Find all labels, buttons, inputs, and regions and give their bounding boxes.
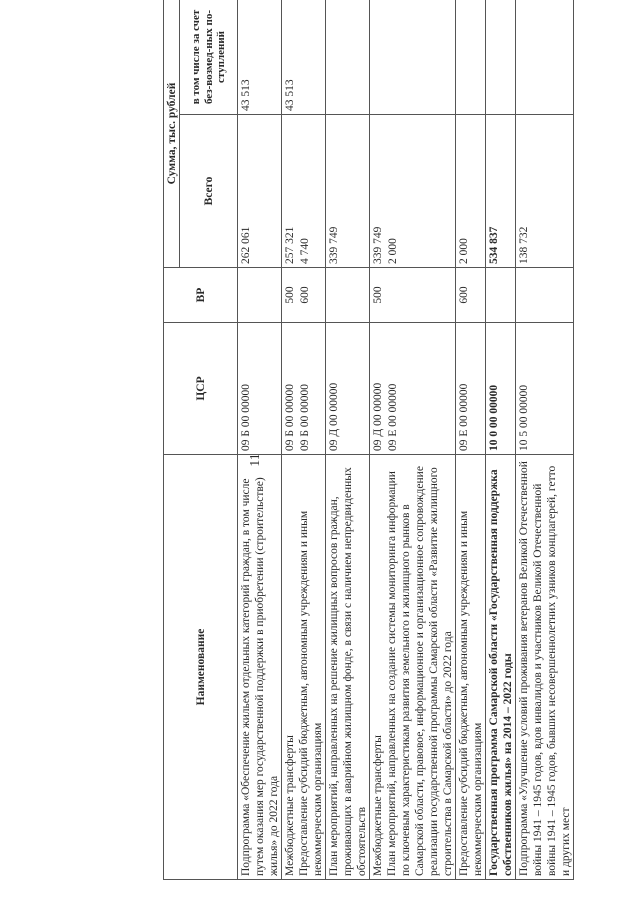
row-total: 339 749 (326, 115, 370, 268)
header-gratuitous: в том числе за счет без-возмед-ных по-ступлений (180, 0, 238, 115)
row-vr (326, 268, 370, 323)
rotated-page (163, 0, 608, 880)
row-gratuitous (486, 0, 516, 115)
row-csr: 10 5 00 00000 (516, 323, 574, 455)
table-row (370, 0, 456, 880)
page-number: 11 (248, 453, 263, 467)
row-total: 4 740 (298, 238, 311, 264)
row-total: 262 061 (238, 115, 282, 268)
row-gratuitous (456, 0, 486, 115)
row-gratuitous (516, 0, 574, 115)
row-name: Предоставление субсидий бюджетным, автономным учреждениям и иным некоммерческим организациям (298, 510, 324, 876)
row-vr (516, 268, 574, 323)
row-name: Подпрограмма «Улучшение условий проживания ветеранов Великой Отечественной войны 1941 – 1945 годов, вдов инвалидов и участников Великой Отечественной войны 1941 – 1945 годов, бывших несовершеннолетних узников концлагерей, гетто и других мест (516, 455, 574, 880)
table-row (238, 0, 282, 880)
table-row (486, 0, 516, 880)
row-vr: 600 (298, 286, 311, 304)
row-csr: 10 0 00 00000 (486, 323, 516, 455)
row-name: Предоставление субсидий бюджетным, автономным учреждениям и иным некоммерческим организациям (456, 455, 486, 880)
row-vr (238, 268, 282, 323)
row-vr: 500 (284, 286, 296, 304)
row-csr: 09 Б 00 00000 (238, 323, 282, 455)
row-total: 2 000 (386, 238, 399, 264)
row-csr: 09 Б 00 00000 (284, 384, 296, 451)
row-csr: 09 Е 00 00000 (456, 323, 486, 455)
row-name: Подпрограмма «Обеспечение жильем отдельных категорий граждан, в том числе путем оказания мер государственной поддержки в приобретении (строительстве) жилья» до 2022 года (238, 455, 282, 880)
row-total: 339 749 (372, 226, 384, 264)
row-name: План мероприятий, направленных на решение жилищных вопросов граждан, проживающих в аварийном жилищном фонде, в связи с наличием непредвиденных обстоятельств (326, 455, 370, 880)
row-total: 534 837 (486, 115, 516, 268)
table-row (516, 0, 574, 880)
table-header-row (164, 0, 180, 880)
row-vr: 600 (456, 268, 486, 323)
row-vr: 500 (372, 286, 384, 304)
row-vr (486, 268, 516, 323)
header-name: Наименование (164, 455, 238, 880)
header-sum: Сумма, тыс. рублей (164, 0, 180, 268)
row-total: 2 000 (456, 115, 486, 268)
row-total: 138 732 (516, 115, 574, 268)
row-name: Государственная программа Самарской области «Государственная поддержка собственников жилья» на 2014 – 2022 годы (486, 455, 516, 880)
table-row (282, 0, 326, 880)
header-vr: ВР (164, 268, 238, 323)
row-csr: 09 Д 00 00000 (372, 382, 384, 451)
row-name: Межбюджетные трансферты (284, 735, 296, 876)
budget-table (163, 0, 574, 880)
header-csr: ЦСР (164, 323, 238, 455)
row-gratuitous (326, 0, 370, 115)
row-gratuitous: 43 513 (284, 79, 296, 111)
row-name: План мероприятий, направленных на создание системы мониторинга информации по ключевым характеристикам развития земельного и жилищного рынков в Самарской области, правовое, информационное и организационное сопровождение реализации государственной программы Самарской области «Развитие жилищного строительства в Самарской области» до 2022 года (386, 466, 454, 876)
row-total: 257 321 (284, 226, 296, 264)
row-csr: 09 Е 00 00000 (386, 383, 399, 451)
table-row (326, 0, 370, 880)
header-total: Всего (180, 115, 238, 268)
row-name: Межбюджетные трансферты (372, 735, 384, 876)
row-gratuitous: 43 513 (238, 0, 282, 115)
row-csr: 09 Б 00 00000 (298, 384, 311, 451)
row-csr: 09 Д 00 00000 (326, 323, 370, 455)
table-row (456, 0, 486, 880)
